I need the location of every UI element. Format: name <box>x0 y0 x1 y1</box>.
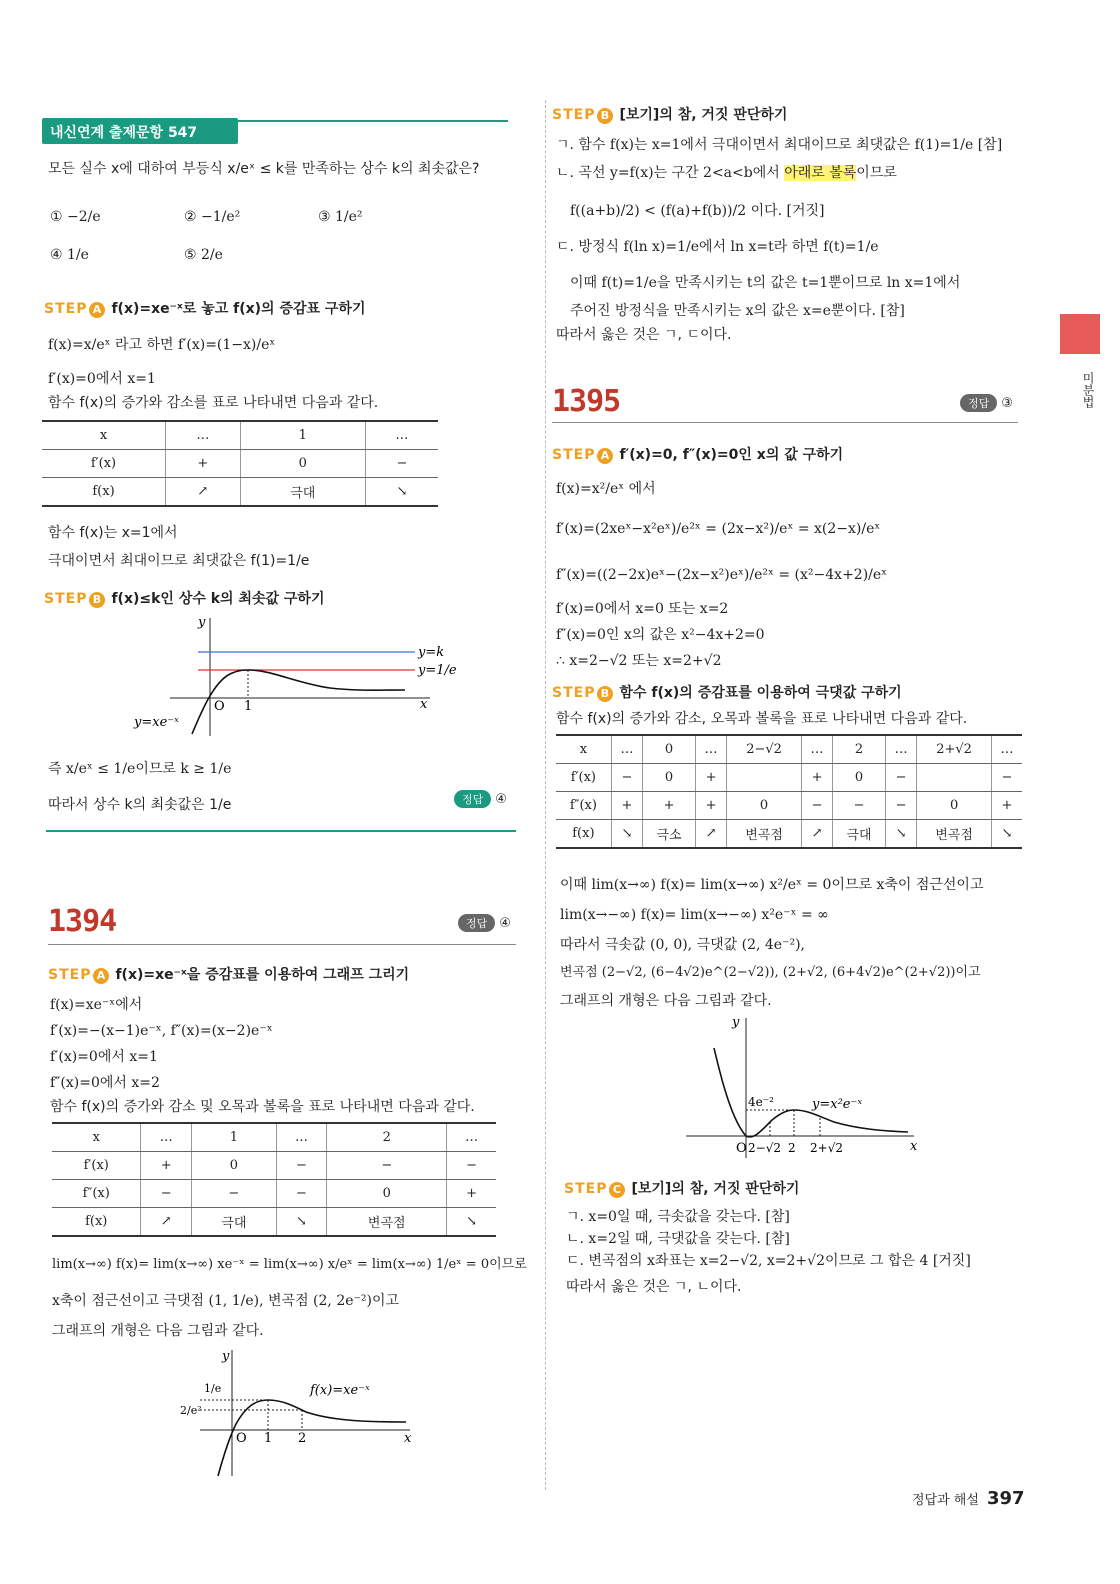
graph-y-label: y <box>198 615 206 630</box>
p1395-l11: 변곡점 (2−√2, (6−4√2)e^(2−√2)), (2+√2, (6+4√2)e^(2+√2))이고 <box>560 965 981 980</box>
p1394-l2: f′(x)=−(x−1)e⁻ˣ, f″(x)=(x−2)e⁻ˣ <box>50 1023 273 1039</box>
q547-banner-label: 내신연계 출제문항 547 <box>50 125 198 141</box>
page-number: 397 <box>986 1488 1025 1509</box>
p1394-table: x … 1 … 2 … f′(x) + 0 − − − f″(x) − − − 0 + f(x) ↗ 극대 ↘ 변곡점 ↘ <box>52 1122 496 1237</box>
q547-stepB: STEP B f(x)≤k인 상수 k의 최솟값 구하기 <box>44 591 325 607</box>
p1394-l4: f″(x)=0에서 x=2 <box>50 1075 160 1091</box>
choice-4: ④ 1/e <box>50 247 89 263</box>
p1394-stepA: STEP A f(x)=xe⁻ˣ을 증감표를 이용하여 그래프 그리기 <box>48 967 410 983</box>
q547-table: x … 1 … f′(x) + 0 − f(x) ↗ 극대 ↘ <box>42 420 438 507</box>
p1394-number: 1394 <box>48 904 117 939</box>
q547-question: 모든 실수 x에 대하여 부등식 x/eˣ ≤ k를 만족하는 상수 k의 최솟값은? <box>48 161 480 177</box>
p1395-l4: f′(x)=0에서 x=0 또는 x=2 <box>556 601 729 617</box>
q547-bottom-rule <box>46 830 516 832</box>
right-r3: f((a+b)/2) < (f(a)+f(b))/2 이다. [거짓] <box>570 203 825 219</box>
graph-tick-b: 2 <box>788 1141 796 1155</box>
graph-tick-2: 2 <box>298 1431 307 1446</box>
q547-b1: 즉 x/eˣ ≤ 1/e이므로 k ≥ 1/e <box>48 761 232 777</box>
graph-line-k: y=k <box>418 645 445 660</box>
graph-tick-1: 1 <box>244 699 253 714</box>
q547-a5: 극대이면서 최대이므로 최댓값은 f(1)=1/e <box>48 553 310 569</box>
q547-a1: f(x)=x/eˣ 라고 하면 f′(x)=(1−x)/eˣ <box>48 337 276 353</box>
p1395-c1: ㄱ. x=0일 때, 극솟값을 갖는다. [참] <box>566 1209 790 1225</box>
q547-answer: 정답 ④ <box>454 790 507 808</box>
graph-curve-label: y=x²e⁻ˣ <box>812 1097 862 1112</box>
graph-origin: O <box>214 699 225 714</box>
graph-x-label: x <box>420 697 428 712</box>
p1394-l7: x축이 점근선이고 극댓점 (1, 1/e), 변곡점 (2, 2e⁻²)이고 <box>52 1293 400 1309</box>
q547-a2: f′(x)=0에서 x=1 <box>48 371 156 387</box>
p1395-table: x … 0 … 2−√2 … 2 … 2+√2 … f′(x) − 0 + + 0 − − f″(x) + + + 0 − − − 0 + f(x) ↘ 극소 ↗ 변곡점 ↗ 극대 ↘ 변곡점 ↘ <box>556 734 1022 849</box>
graph-origin: O <box>736 1141 747 1156</box>
p1395-l5: f″(x)=0인 x의 값은 x²−4x+2=0 <box>556 627 765 643</box>
footer-label: 정답과 해설 <box>912 1493 979 1508</box>
p1395-l9: lim(x→−∞) f(x)= lim(x→−∞) x²e⁻ˣ = ∞ <box>560 907 829 923</box>
right-r1: ㄱ. 함수 f(x)는 x=1에서 극대이면서 최대이므로 최댓값은 f(1)=1/e [참] <box>556 137 1003 153</box>
choice-1: ① −2/e <box>50 209 101 225</box>
p1394-answer: 정답 ④ <box>458 914 511 932</box>
q547-b2: 따라서 상수 k의 최솟값은 1/e <box>48 797 232 813</box>
graph-tick-c: 2+√2 <box>810 1141 843 1155</box>
graph-line-1e: y=1/e <box>418 663 457 678</box>
right-r6: 주어진 방정식을 만족시키는 x의 값은 x=e뿐이다. [참] <box>570 303 905 319</box>
choice-3: ③ 1/e² <box>318 209 363 225</box>
p1395-c3: ㄷ. 변곡점의 x좌표는 x=2−√2, x=2+√2이므로 그 합은 4 [거짓] <box>566 1253 971 1269</box>
p1395-c4: 따라서 옳은 것은 ㄱ, ㄴ이다. <box>566 1279 742 1295</box>
right-r5: 이때 f(t)=1/e을 만족시키는 t의 값은 t=1뿐이므로 ln x=1에서 <box>570 275 961 291</box>
graph-origin: O <box>236 1431 247 1446</box>
p1395-l10: 따라서 극솟값 (0, 0), 극댓값 (2, 4e⁻²), <box>560 937 805 953</box>
graph-x-label: x <box>404 1431 412 1446</box>
p1395-answer: 정답 ③ <box>960 394 1013 412</box>
p1395-l1: f(x)=x²/eˣ 에서 <box>556 481 656 497</box>
p1395-graph <box>678 1012 928 1162</box>
graph-y-label: y <box>222 1349 230 1364</box>
p1394-graph <box>170 1346 430 1480</box>
p1395-l7: 함수 f(x)의 증가와 감소, 오목과 볼록을 표로 나타내면 다음과 같다. <box>556 711 968 727</box>
p1394-rule <box>48 944 516 945</box>
graph-val-2e2: 2/e² <box>180 1404 202 1417</box>
q547-graph <box>130 612 460 742</box>
graph-val-4e2: 4e⁻² <box>748 1095 774 1109</box>
choice-5: ⑤ 2/e <box>184 247 223 263</box>
right-stepB: STEP B [보기]의 참, 거짓 판단하기 <box>552 107 788 123</box>
p1395-stepC: STEP C [보기]의 참, 거짓 판단하기 <box>564 1181 800 1197</box>
p1395-l3: f″(x)=((2−2x)eˣ−(2x−x²)eˣ)/e²ˣ = (x²−4x+2)/eˣ <box>556 567 888 583</box>
p1395-number: 1395 <box>552 384 621 419</box>
graph-tick-1: 1 <box>264 1431 273 1446</box>
q547-stepA: STEP A f(x)=xe⁻ˣ로 놓고 f(x)의 증감표 구하기 <box>44 301 366 317</box>
p1395-l12: 그래프의 개형은 다음 그림과 같다. <box>560 993 772 1009</box>
graph-y-label: y <box>732 1015 740 1030</box>
q547-a3: 함수 f(x)의 증가와 감소를 표로 나타내면 다음과 같다. <box>48 395 379 411</box>
p1395-l6: ∴ x=2−√2 또는 x=2+√2 <box>556 653 722 669</box>
p1394-l6: lim(x→∞) f(x)= lim(x→∞) xe⁻ˣ = lim(x→∞) x/eˣ = lim(x→∞) 1/eˣ = 0이므로 <box>52 1257 527 1272</box>
page-footer <box>912 1488 1025 1509</box>
p1395-l2: f′(x)=(2xeˣ−x²eˣ)/e²ˣ = (2x−x²)/eˣ = x(2−x)/eˣ <box>556 521 881 537</box>
right-r7: 따라서 옳은 것은 ㄱ, ㄷ이다. <box>556 327 732 343</box>
p1394-l1: f(x)=xe⁻ˣ에서 <box>50 997 143 1013</box>
graph-x-label: x <box>910 1139 918 1154</box>
p1394-l8: 그래프의 개형은 다음 그림과 같다. <box>52 1323 264 1339</box>
p1395-l8: 이때 lim(x→∞) f(x)= lim(x→∞) x²/eˣ = 0이므로 x축이 점근선이고 <box>560 877 984 893</box>
graph-curve-label: f(x)=xe⁻ˣ <box>310 1383 370 1398</box>
p1394-l3: f′(x)=0에서 x=1 <box>50 1049 158 1065</box>
column-divider <box>545 100 546 1490</box>
p1395-stepA: STEP A f′(x)=0, f″(x)=0인 x의 값 구하기 <box>552 447 844 463</box>
graph-tick-a: 2−√2 <box>748 1141 781 1155</box>
graph-val-1e: 1/e <box>204 1382 222 1395</box>
right-r4: ㄷ. 방정식 f(ln x)=1/e에서 ln x=t라 하면 f(t)=1/e <box>556 239 879 255</box>
graph-curve-label: y=xe⁻ˣ <box>134 715 179 730</box>
curve <box>714 1048 908 1137</box>
p1395-c2: ㄴ. x=2일 때, 극댓값을 갖는다. [참] <box>566 1231 790 1247</box>
p1394-l5: 함수 f(x)의 증가와 감소 및 오목과 볼록을 표로 나타내면 다음과 같다. <box>50 1099 475 1115</box>
chapter-tab <box>1060 314 1100 354</box>
chapter-tab-label: 미분법 <box>1081 372 1095 408</box>
p1395-rule <box>552 422 1018 423</box>
right-r2: ㄴ. 곡선 y=f(x)는 구간 2<a<b에서 아래로 볼록이므로 <box>556 165 897 181</box>
choice-2: ② −1/e² <box>184 209 241 225</box>
p1395-stepB: STEP B 함수 f(x)의 증감표를 이용하여 극댓값 구하기 <box>552 685 902 701</box>
q547-a4: 함수 f(x)는 x=1에서 <box>48 525 178 541</box>
